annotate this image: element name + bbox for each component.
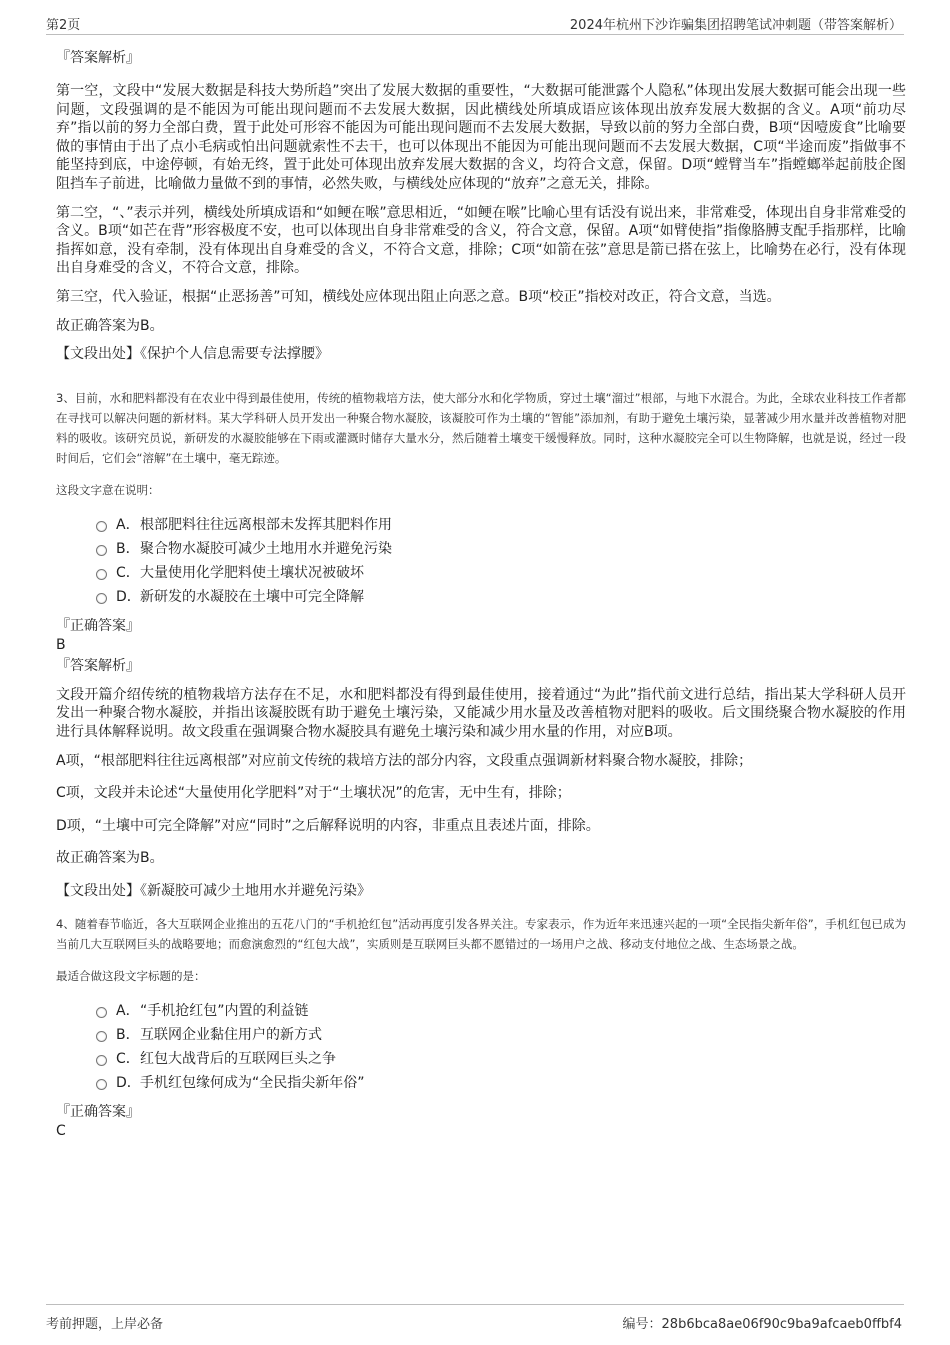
option-letter: D． [116,1075,141,1092]
q4-option-c[interactable] [56,1048,906,1072]
radio-button[interactable] [96,593,107,604]
option-text: 互联网企业黏住用户的新方式 [140,1027,322,1044]
q2-analysis-section [56,48,906,364]
option-text: 根部肥料往往远离根部未发挥其肥料作用 [140,516,392,533]
q3-analysis-label: 『答案解析』 [56,657,140,674]
option-letter: A． [116,1003,140,1020]
option-text: 大量使用化学肥料使土壤状况被破坏 [140,564,364,581]
q2-analysis-paragraph-1: 第一空，文段中“发展大数据是科技大势所趋”突出了发展大数据的重要性，“大数据可能泄露个人隐私”体现出发展大数据可能会出现一些问题，文段强调的是不能因为可能出现问题而不去发展大数据，因此横线处所填成语应该体现出放弃发展大数据的含义。A项“前功尽弃”指以前的努力全部白费，置于此处可形容不能因为可能出现问题而不去发展大数据，导致以前的努力全部白费，B项“因噎废食”比喻要做的事情由于出了点小毛病或怕出问题就索性不去干，也可以体现出不能因为可能出现问题而不去发展大数据，C项“半途而废”指做事不能坚持到底，中途停顿，有始无终，置于此处可体现出放弃发展大数据的含义，均符合文意，保留。D项“螳臂当车”指螳螂举起前肢企图阻挡车子前进，比喻做力量做不到的事情，必然失败，与横线处应体现的“放弃”之意无关，排除。 [56,83,906,192]
option-letter: B． [116,1027,140,1044]
option-text: 手机红包缘何成为“全民指尖新年俗” [140,1075,365,1092]
q3-option-a[interactable] [56,514,906,538]
option-letter: C． [116,1051,140,1068]
q2-analysis-label: 『答案解析』 [56,50,140,66]
q3-source: 【文段出处】《新凝胶可减少土地用水并避免污染》 [56,882,371,899]
q4-prompt: 最适合做这段文字标题的是： [56,969,206,984]
radio-button[interactable] [96,1079,107,1090]
radio-button[interactable] [96,1055,107,1066]
option-text: 聚合物水凝胶可减少土地用水并避免污染 [140,540,392,557]
option-letter: C． [116,564,140,581]
q2-analysis-paragraph-2: 第二空，“、”表示并列，横线处所填成语和“如鲠在喉”意思相近，“如鲠在喉”比喻心里有话没有说出来，非常难受，体现出自身非常难受的含义。B项“如芒在背”形容极度不安，也可以体现出自身非常难受的含义，符合文意，保留。A项“如臂使指”指像胳膊支配手指那样，比喻指挥如意，没有牵制，没有体现出自身难受的含义，不符合文意，排除；C项“如箭在弦”意思是箭已搭在弦上，比喻势在必行，没有体现出自身难受的含义，不符合文意，排除。 [56,204,906,277]
radio-button[interactable] [96,1007,107,1018]
q3-analysis-paragraph-2: A项，“根部肥料往往远离根部”对应前文传统的栽培方法的部分内容，文段重点强调新材料聚合物水凝胶，排除； [56,752,753,769]
q3-options [56,514,906,610]
option-letter: B． [116,540,140,557]
q2-conclusion: 故正确答案为B。 [56,317,164,334]
question-3 [56,388,906,901]
q3-prompt: 这段文字意在说明： [56,482,160,497]
page-header [46,10,904,35]
q4-answer-label: 『正确答案』 [56,1104,140,1121]
q4-option-a[interactable] [56,1000,906,1024]
q4-option-b[interactable] [56,1024,906,1048]
q3-conclusion: 故正确答案为B。 [56,850,164,867]
q3-option-c[interactable] [56,562,906,586]
q3-stem: 3、目前，水和肥料都没有在农业中得到最佳使用，传统的植物栽培方法，使大部分水和化学物质，穿过土壤“溜过”根部，与地下水混合。为此，全球农业科技工作者都在寻找可以解决问题的新材料。某大学科研人员开发出一种聚合物水凝胶，该凝胶可作为土壤的“智能”添加剂，有助于避免土壤污染，显著减少用水量并改善植物对肥料的吸收。该研究员说，新研发的水凝胶能够在下雨或灌溉时储存大量水分，然后随着土壤变干缓慢释放。同时，这种水凝胶完全可以生物降解，也就是说，经过一段时间后，它们会“溶解”在土壤中，毫无踪迹。 [56,390,906,465]
radio-button[interactable] [96,545,107,556]
page-footer [46,1304,904,1335]
radio-button[interactable] [96,521,107,532]
q4-answer: C [56,1123,66,1140]
option-letter: D． [116,588,141,605]
q4-options [56,1000,906,1096]
q3-analysis-paragraph-1: 文段开篇介绍传统的植物栽培方法存在不足，水和肥料都没有得到最佳使用，接着通过“为此”指代前文进行总结，指出某大学科研人员开发出一种聚合物水凝胶，并指出该凝胶既有助于避免土壤污染，又能减少用水量及改善植物对肥料的吸收。后文围绕聚合物水凝胶的作用进行具体解释说明。故文段重在强调聚合物水凝胶具有避免土壤污染和减少用水量的作用，对应B项。 [56,686,906,740]
radio-button[interactable] [96,1031,107,1042]
radio-button[interactable] [96,569,107,580]
page-content [56,44,906,1140]
q3-answer-label: 『正确答案』 [56,617,140,634]
q4-stem: 4、随着春节临近，各大互联网企业推出的五花八门的“手机抢红包”活动再度引发各界关注。专家表示，作为近年来迅速兴起的一项“全民指尖新年俗”，手机红包已成为当前几大互联网巨头的战略要地；而愈演愈烈的“红包大战”，实质则是互联网巨头都不愿错过的一场用户之战、移动支付地位之战、生态场景之战。 [56,917,906,952]
footer-slogan: 考前押题，上岸必备 [46,1317,164,1332]
document-title: 2024年杭州下沙诈骗集团招聘笔试冲刺题（带答案解析） [569,18,902,33]
option-text: “手机抢红包”内置的利益链 [140,1003,309,1020]
question-4 [56,914,906,1140]
option-letter: A． [116,516,140,533]
option-text: 红包大战背后的互联网巨头之争 [140,1051,336,1068]
option-text: 新研发的水凝胶在土壤中可完全降解 [140,588,364,605]
q2-analysis-paragraph-3: 第三空，代入验证，根据“止恶扬善”可知，横线处应体现出阻止向恶之意。B项“校正”指校对改正，符合文意，当选。 [56,288,781,305]
q3-analysis-paragraph-3: C项，文段并未论述“大量使用化学肥料”对于“土壤状况”的危害，无中生有，排除； [56,785,571,802]
q3-answer: B [56,636,66,653]
q2-source: 【文段出处】《保护个人信息需要专法撑腰》 [56,346,329,363]
q3-analysis-paragraph-4: D项，“土壤中可完全降解”对应“同时”之后解释说明的内容，非重点且表述片面，排除。 [56,817,600,834]
q3-option-d[interactable] [56,586,906,610]
page-number: 第2页 [46,18,81,33]
q3-option-b[interactable] [56,538,906,562]
document-id: 编号：28b6bca8ae06f90c9ba9afcaeb0ffbf4 [622,1317,902,1332]
q4-option-d[interactable] [56,1072,906,1096]
